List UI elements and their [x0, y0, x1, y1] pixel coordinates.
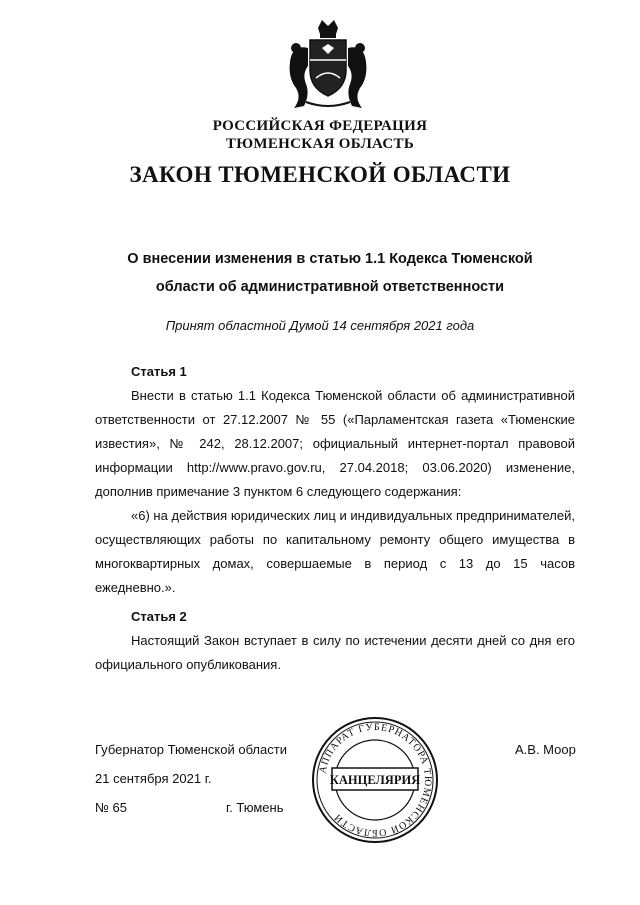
- chancellery-stamp-icon: [310, 715, 440, 845]
- header-region: ТЮМЕНСКАЯ ОБЛАСТЬ: [225, 136, 415, 152]
- article-2-heading: Статья 2: [131, 609, 187, 624]
- document-title: [90, 245, 570, 301]
- signatory-position: Губернатор Тюменской области: [95, 742, 287, 757]
- article-1-paragraph-1: Внести в статью 1.1 Кодекса Тюменской области об административной ответственности от 27.12.2007 № 55 («Парламентская газета «Тюменские известия», № 242, 28.12.2007; официальный интернет-портал правовой информации http://www.pravo.gov.ru, 27.04.2018; 03.06.2020) изменение, дополнив примечание 3 пунктом 6 следующего содержания:: [95, 388, 575, 499]
- adoption-note: Принят областной Думой 14 сентября 2021 года: [165, 318, 475, 333]
- signing-city: г. Тюмень: [226, 800, 284, 815]
- law-number: № 65: [95, 800, 128, 815]
- stamp-center-text: КАНЦЕЛЯРИЯ: [329, 773, 421, 787]
- article-1-paragraph-2: «6) на действия юридических лиц и индивидуальных предпринимателей, осуществляющих работы по капитальному ремонту общего имущества в многоквартирных домах, совершаемые в период с 13 до 15 часов ежедневно.».: [95, 508, 575, 595]
- coat-of-arms-icon: [282, 18, 374, 114]
- signing-date: 21 сентября 2021 г.: [95, 771, 212, 786]
- law-title: ЗАКОН ТЮМЕНСКОЙ ОБЛАСТИ: [129, 162, 511, 187]
- document-title-line-1: О внесении изменения в статью 1.1 Кодекса Тюменской: [127, 251, 533, 267]
- article-2-paragraph-1: Настоящий Закон вступает в силу по истечении десяти дней со дня его официального опубликования.: [95, 633, 575, 672]
- document-title-line-2: области об административной ответственности: [155, 279, 505, 295]
- article-1-heading: Статья 1: [131, 364, 187, 379]
- header-federation: РОССИЙСКАЯ ФЕДЕРАЦИЯ: [212, 118, 428, 134]
- stamp-ring-text: АППАРАТ ГУБЕРНАТОРА ТЮМЕНСКОЙ ОБЛАСТИ: [317, 721, 434, 839]
- signatory-name: А.В. Моор: [515, 742, 576, 757]
